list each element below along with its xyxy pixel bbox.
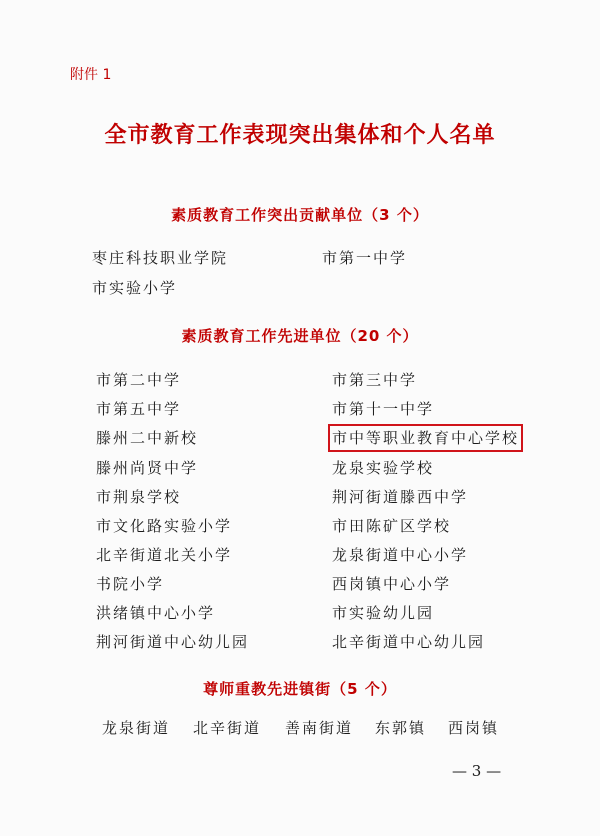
section-heading-advanced-units: 素质教育工作先进单位（20 个） [181,327,419,345]
section-heading-towns: 尊师重教先进镇街（5 个） [203,680,397,698]
list-item: 市第二中学 [96,371,182,389]
list-item: 洪绪镇中心小学 [96,604,216,622]
list-item: 西岗镇中心小学 [332,575,452,593]
list-item: 龙泉实验学校 [332,459,435,477]
list-item: 枣庄科技职业学院 [92,249,229,267]
list-item: 西岗镇 [448,719,500,737]
list-item: 市第五中学 [96,400,182,418]
list-item: 龙泉街道中心小学 [332,546,469,564]
list-item: 东郭镇 [375,719,427,737]
list-item: 市荆泉学校 [96,488,182,506]
list-item: 龙泉街道 [102,719,171,737]
list-item: 市田陈矿区学校 [332,517,452,535]
list-item: 市文化路实验小学 [96,517,233,535]
list-item: 北辛街道中心幼儿园 [332,633,486,651]
page-number: — 3 — [452,762,502,780]
document-title: 全市教育工作表现突出集体和个人名单 [104,122,496,148]
list-item: 北辛街道 [193,719,262,737]
list-item: 滕州尚贤中学 [96,459,199,477]
list-item: 市第十一中学 [332,400,435,418]
section-heading-contribution: 素质教育工作突出贡献单位（3 个） [171,206,429,224]
list-item: 市第一中学 [322,249,408,267]
list-item: 滕州二中新校 [96,429,199,447]
list-item: 市实验幼儿园 [332,604,435,622]
list-item: 市实验小学 [92,279,178,297]
list-item: 市第三中学 [332,371,418,389]
list-item: 北辛街道北关小学 [96,546,233,564]
attachment-label: 附件 1 [70,67,112,83]
list-item: 荆河街道中心幼儿园 [96,633,250,651]
list-item: 荆河街道滕西中学 [332,488,469,506]
list-item: 书院小学 [96,575,165,593]
list-item-highlighted: 市中等职业教育中心学校 [332,429,520,447]
list-item: 善南街道 [285,719,354,737]
